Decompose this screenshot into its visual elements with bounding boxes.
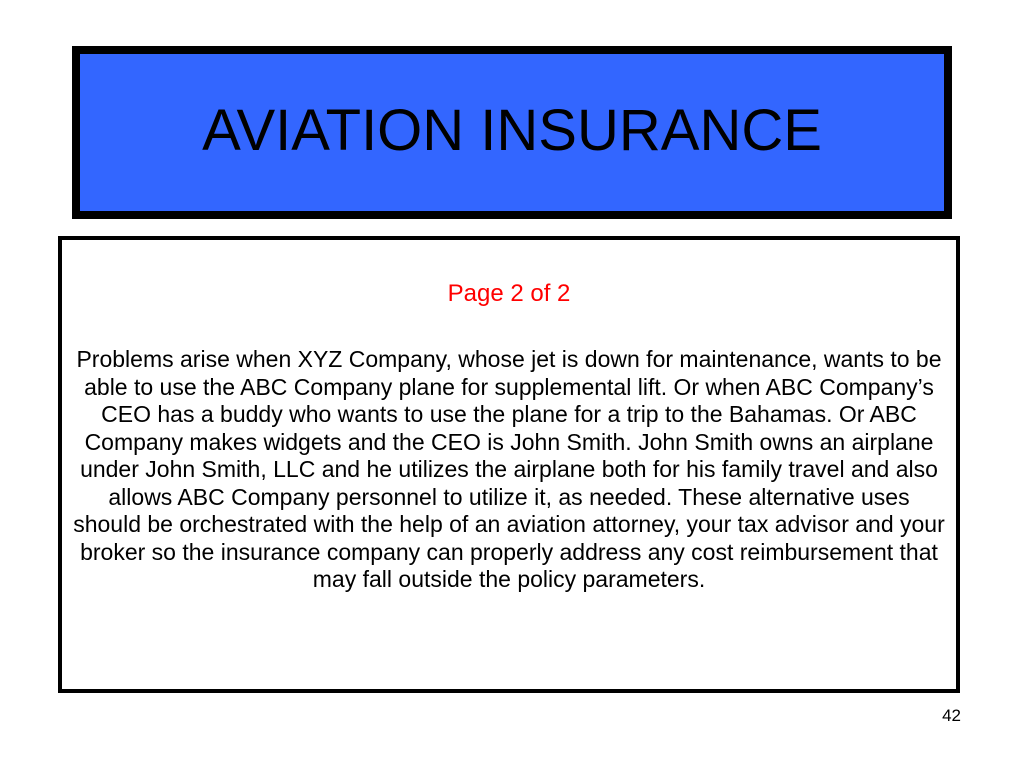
body-paragraph: Problems arise when XYZ Company, whose jet is down for maintenance, wants to be able to use the ABC Company plane for supplemental lift. Or when ABC Company’s CEO has a buddy who wants to use the plane for a trip to the Bahamas. Or ABC Company makes widgets and the CEO is John Smith. John Smith owns an airplane under John Smith, LLC and he utilizes the airplane both for his family travel and also allows ABC Company personnel to utilize it, as needed. These alternative uses should be orchestrated with the help of an aviation attorney, your tax advisor and your broker so the insurance company can properly address any cost reimbursement that may fall outside the policy parameters.	[73, 346, 945, 592]
title-banner	[72, 46, 952, 219]
content-panel	[58, 236, 960, 693]
slide-title: AVIATION INSURANCE	[202, 98, 822, 163]
page-indicator: Page 2 of 2	[447, 280, 571, 307]
slide-number: 42	[942, 706, 961, 725]
